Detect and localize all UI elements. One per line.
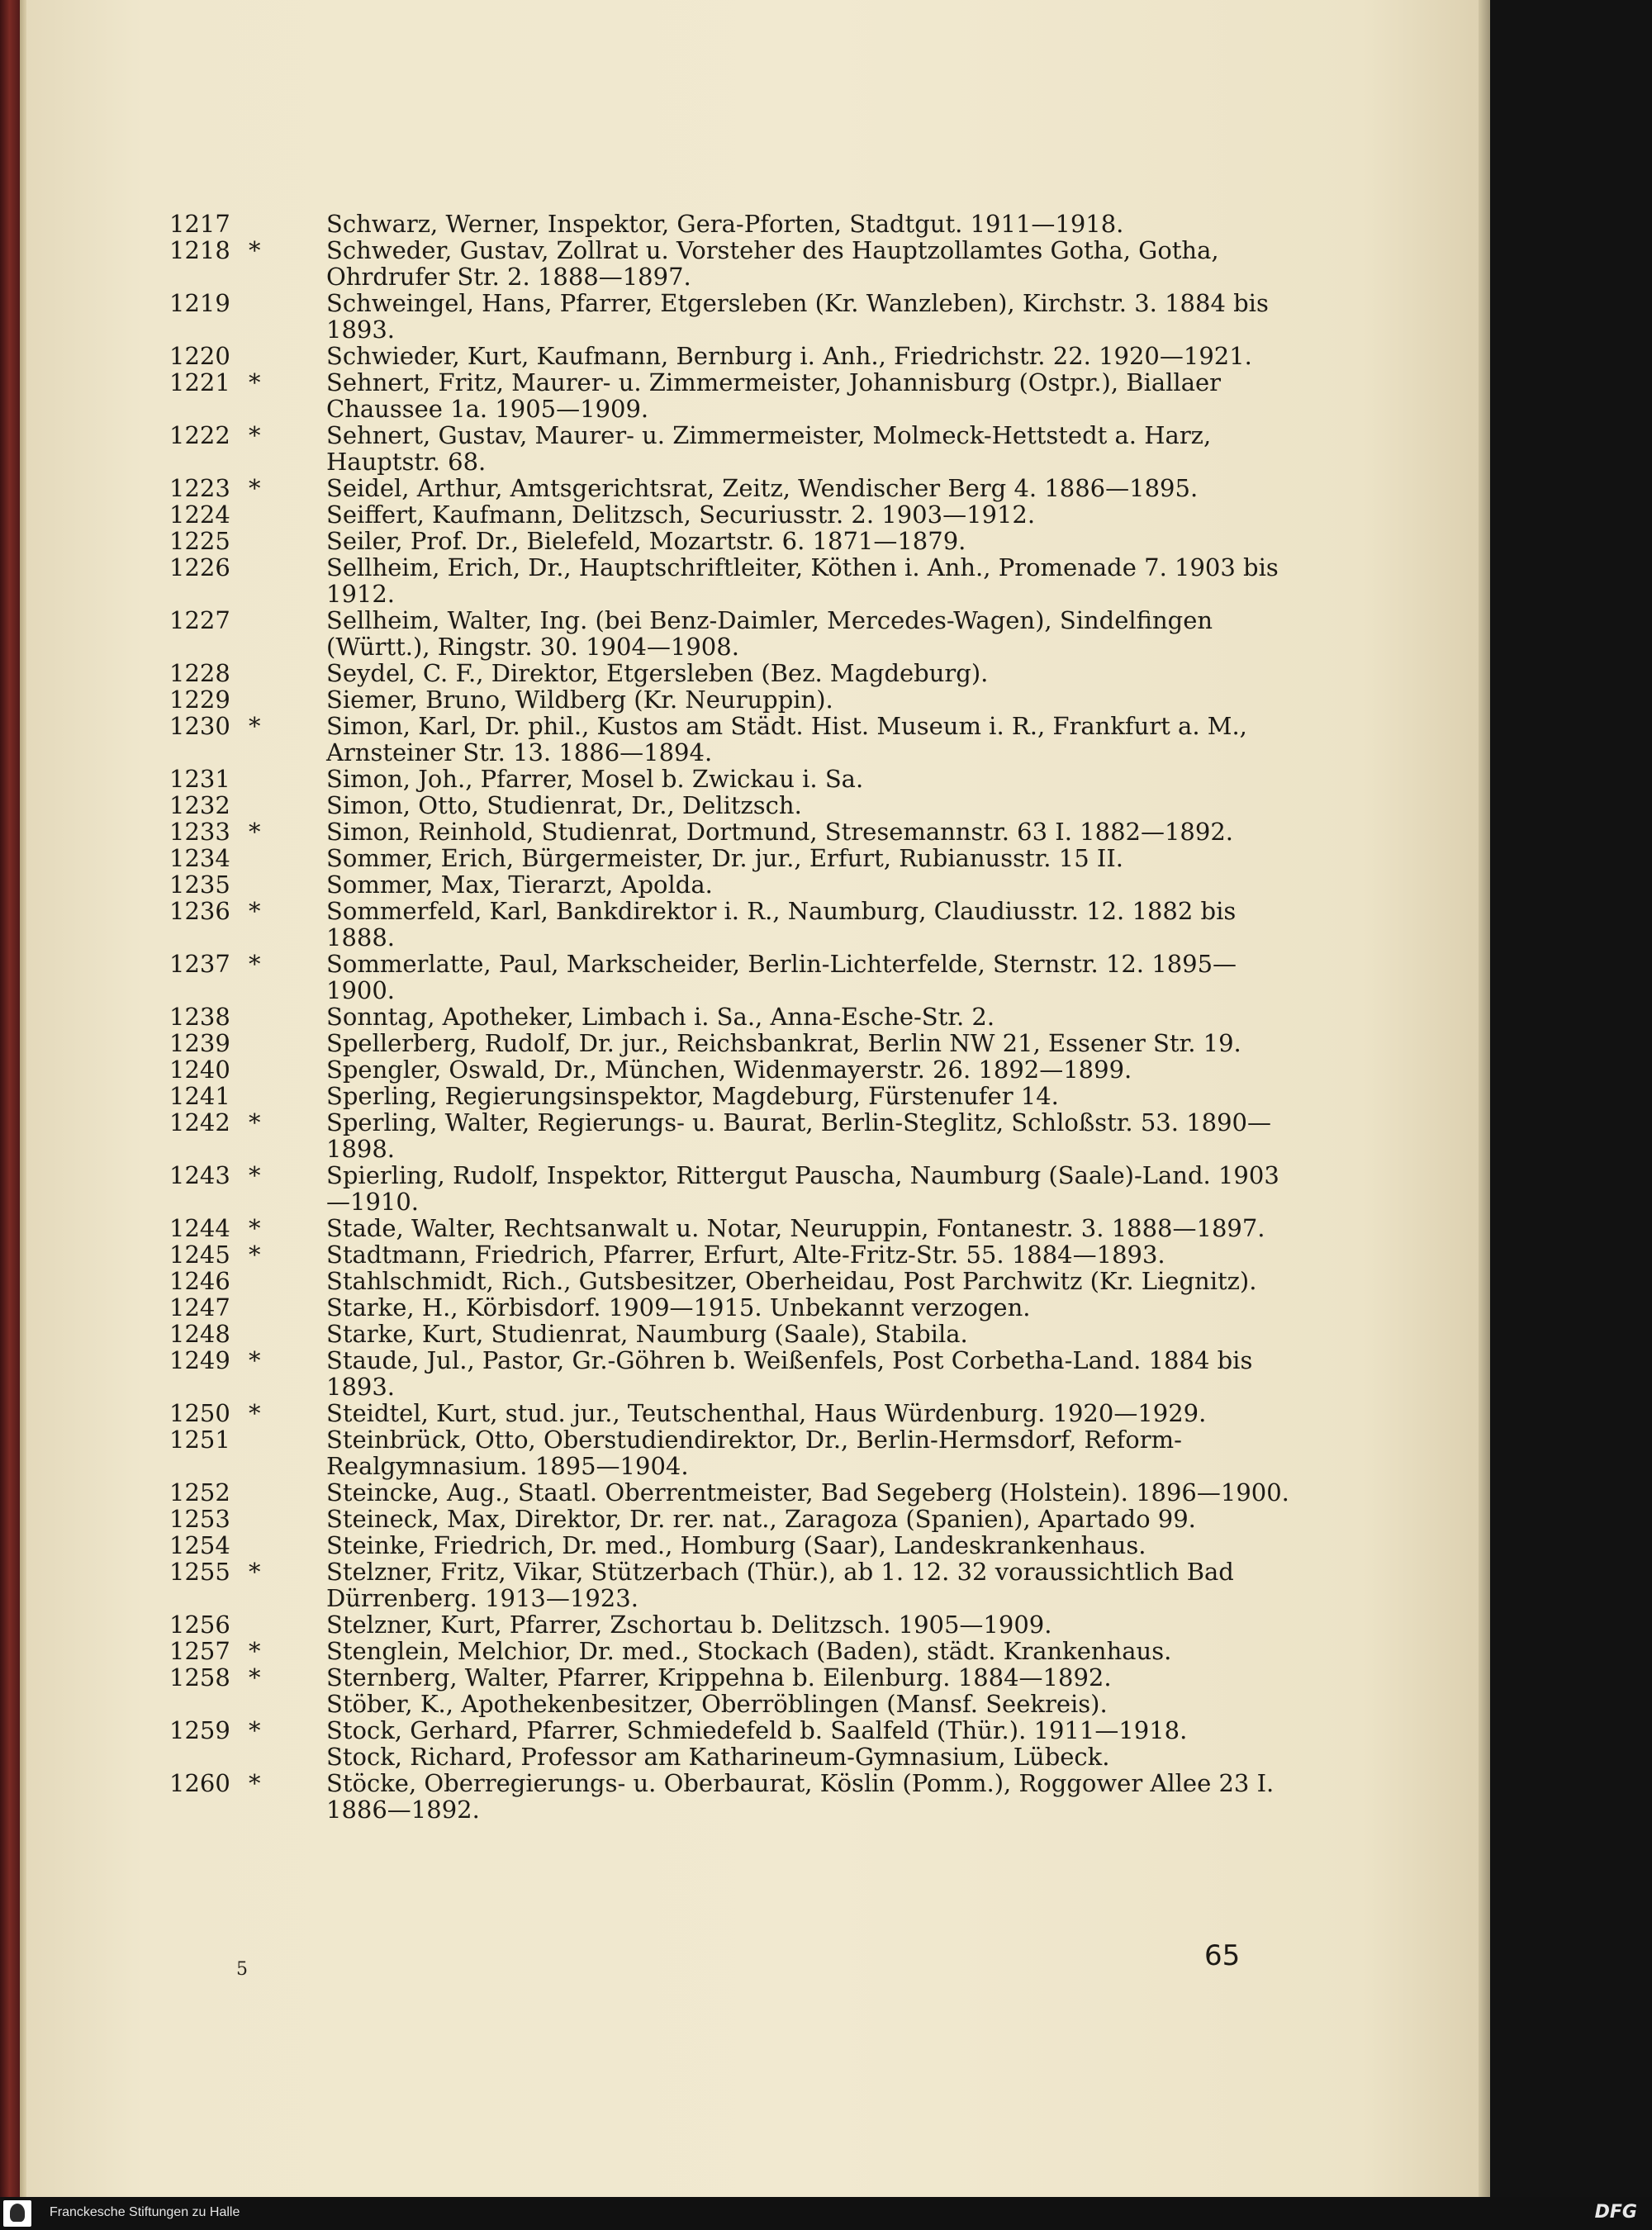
directory-entry <box>169 1691 1293 1717</box>
directory-entry <box>169 951 1293 1004</box>
directory-entry <box>169 1004 1293 1030</box>
entry-marker: * <box>249 1399 261 1427</box>
entry-text: Schwarz, Werner, Inspektor, Gera-Pforten, Stadtgut. 1911—1918. <box>326 210 1124 238</box>
entry-number: 1252 <box>169 1478 230 1506</box>
entry-text: Simon, Otto, Studienrat, Dr., Delitzsch. <box>326 791 802 819</box>
entry-marker: * <box>249 897 261 925</box>
entry-marker: * <box>249 421 261 449</box>
entry-text: Simon, Joh., Pfarrer, Mosel b. Zwickau i. Sa. <box>326 765 864 793</box>
entry-number: 1230 <box>169 712 230 740</box>
entry-number: 1235 <box>169 871 230 899</box>
directory-entry <box>169 1294 1293 1321</box>
entry-number: 1259 <box>169 1716 230 1744</box>
entry-text: Stahlschmidt, Rich., Gutsbesitzer, Oberheidau, Post Parchwitz (Kr. Liegnitz). <box>326 1267 1257 1295</box>
entry-text: Spierling, Rudolf, Inspektor, Rittergut Pauscha, Naumburg (Saale)-Land. 1903—1910. <box>326 1161 1279 1216</box>
entry-number: 1228 <box>169 659 230 687</box>
book-spine-binding <box>0 0 21 2197</box>
entry-text: Stade, Walter, Rechtsanwalt u. Notar, Neuruppin, Fontanestr. 3. 1888—1897. <box>326 1214 1265 1242</box>
entry-text: Steinbrück, Otto, Oberstudiendirektor, Dr., Berlin-Hermsdorf, Reform-Realgymnasium. 1895—1904. <box>326 1426 1182 1480</box>
entry-text: Steineck, Max, Direktor, Dr. rer. nat., Zaragoza (Spanien), Apartado 99. <box>326 1505 1196 1533</box>
entry-text: Schweingel, Hans, Pfarrer, Etgersleben (Kr. Wanzleben), Kirchstr. 3. 1884 bis 1893. <box>326 289 1269 344</box>
entry-number: 1238 <box>169 1003 230 1031</box>
directory-entry <box>169 501 1293 528</box>
directory-entry <box>169 1030 1293 1056</box>
entry-number: 1220 <box>169 342 230 370</box>
entry-text: Sommerlatte, Paul, Markscheider, Berlin-Lichterfelde, Sternstr. 12. 1895—1900. <box>326 950 1237 1004</box>
entry-text: Stadtmann, Friedrich, Pfarrer, Erfurt, Alte-Fritz-Str. 55. 1884—1893. <box>326 1241 1165 1269</box>
entry-number: 1229 <box>169 686 230 714</box>
directory-entry <box>169 422 1293 475</box>
entry-text: Sellheim, Walter, Ing. (bei Benz-Daimler, Mercedes-Wagen), Sindelfingen (Württ.), Ringstr. 30. 1904—1908. <box>326 606 1213 661</box>
entry-text: Seiler, Prof. Dr., Bielefeld, Mozartstr. 6. 1871—1879. <box>326 527 966 555</box>
directory-entry <box>169 845 1293 871</box>
directory-entry <box>169 1056 1293 1083</box>
entry-marker: * <box>249 368 261 396</box>
entry-text: Siemer, Bruno, Wildberg (Kr. Neuruppin). <box>326 686 833 714</box>
entry-number: 1233 <box>169 818 230 846</box>
directory-entry <box>169 660 1293 686</box>
entry-number: 1241 <box>169 1082 230 1110</box>
entry-number: 1253 <box>169 1505 230 1533</box>
institution-link[interactable]: Franckesche Stiftungen zu Halle <box>50 2205 240 2219</box>
viewer-footer-bar <box>0 2197 1652 2230</box>
entry-number: 1254 <box>169 1531 230 1559</box>
entry-text: Sommer, Max, Tierarzt, Apolda. <box>326 871 713 899</box>
entry-number: 1246 <box>169 1267 230 1295</box>
entry-number: 1236 <box>169 897 230 925</box>
directory-entry <box>169 1559 1293 1611</box>
entry-number: 1222 <box>169 421 230 449</box>
entry-text: Stenglein, Melchior, Dr. med., Stockach (Baden), städt. Krankenhaus. <box>326 1637 1172 1665</box>
entry-number: 1251 <box>169 1426 230 1454</box>
directory-entry <box>169 1638 1293 1664</box>
entry-number: 1257 <box>169 1637 230 1665</box>
directory-entry <box>169 1770 1293 1823</box>
entry-marker: * <box>249 1716 261 1744</box>
directory-entry <box>169 871 1293 898</box>
directory-entry <box>169 713 1293 766</box>
directory-entry <box>169 554 1293 607</box>
entry-text: Sonntag, Apotheker, Limbach i. Sa., Anna-Esche-Str. 2. <box>326 1003 995 1031</box>
entry-number: 1250 <box>169 1399 230 1427</box>
entry-number: 1217 <box>169 210 230 238</box>
entry-number: 1225 <box>169 527 230 555</box>
entry-number: 1249 <box>169 1346 230 1374</box>
entry-text: Sommer, Erich, Bürgermeister, Dr. jur., Erfurt, Rubianusstr. 15 II. <box>326 844 1123 872</box>
directory-entry <box>169 1109 1293 1162</box>
sheet-signature: 5 <box>236 1959 248 1980</box>
directory-entry <box>169 1611 1293 1638</box>
entry-number: 1218 <box>169 236 230 264</box>
directory-entry <box>169 369 1293 422</box>
entry-text: Spellerberg, Rudolf, Dr. jur., Reichsbankrat, Berlin NW 21, Essener Str. 19. <box>326 1029 1241 1057</box>
entry-text: Sehnert, Fritz, Maurer- u. Zimmermeister, Johannisburg (Ostpr.), Biallaer Chaussee 1a. 1905—1909. <box>326 368 1222 423</box>
entry-number: 1248 <box>169 1320 230 1348</box>
directory-entry <box>169 343 1293 369</box>
entry-text: Stöber, K., Apothekenbesitzer, Oberröblingen (Mansf. Seekreis). <box>326 1690 1108 1718</box>
entry-text: Starke, H., Körbisdorf. 1909—1915. Unbekannt verzogen. <box>326 1293 1031 1321</box>
entry-text: Seiffert, Kaufmann, Delitzsch, Securiusstr. 2. 1903—1912. <box>326 501 1036 529</box>
entry-text: Sternberg, Walter, Pfarrer, Krippehna b. Eilenburg. 1884—1892. <box>326 1663 1112 1691</box>
directory-entry <box>169 792 1293 818</box>
entry-marker: * <box>249 1558 261 1586</box>
entry-marker: * <box>249 1214 261 1242</box>
directory-entry <box>169 1400 1293 1426</box>
entry-marker: * <box>249 1663 261 1691</box>
directory-entry <box>169 818 1293 845</box>
entry-text: Seydel, C. F., Direktor, Etgersleben (Bez. Magdeburg). <box>326 659 989 687</box>
directory-entry <box>169 1506 1293 1532</box>
entry-text: Steidtel, Kurt, stud. jur., Teutschenthal, Haus Würdenburg. 1920—1929. <box>326 1399 1207 1427</box>
entry-number: 1258 <box>169 1663 230 1691</box>
directory-entry <box>169 1215 1293 1241</box>
entry-text: Seidel, Arthur, Amtsgerichtsrat, Zeitz, Wendischer Berg 4. 1886—1895. <box>326 474 1199 502</box>
entry-number: 1240 <box>169 1056 230 1084</box>
entry-marker: * <box>249 1346 261 1374</box>
directory-entry <box>169 1664 1293 1691</box>
entry-text: Starke, Kurt, Studienrat, Naumburg (Saale), Stabila. <box>326 1320 968 1348</box>
entry-marker: * <box>249 1769 261 1797</box>
directory-entry <box>169 1717 1293 1744</box>
entry-number: 1260 <box>169 1769 230 1797</box>
directory-entry <box>169 607 1293 660</box>
entry-text: Sehnert, Gustav, Maurer- u. Zimmermeister, Molmeck-Hettstedt a. Harz, Hauptstr. 68. <box>326 421 1212 476</box>
entry-text: Spengler, Oswald, Dr., München, Widenmayerstr. 26. 1892—1899. <box>326 1056 1132 1084</box>
entry-marker: * <box>249 236 261 264</box>
entry-number: 1245 <box>169 1241 230 1269</box>
directory-entry <box>169 1744 1293 1770</box>
entry-number: 1223 <box>169 474 230 502</box>
entry-number: 1232 <box>169 791 230 819</box>
directory-entry <box>169 1162 1293 1215</box>
directory-entry <box>169 290 1293 343</box>
entry-marker: * <box>249 712 261 740</box>
entry-number: 1247 <box>169 1293 230 1321</box>
entry-text: Sperling, Regierungsinspektor, Magdeburg, Fürstenufer 14. <box>326 1082 1059 1110</box>
member-directory-list <box>169 211 1293 1823</box>
entry-number: 1224 <box>169 501 230 529</box>
directory-entry <box>169 1347 1293 1400</box>
page-number: 65 <box>1204 1939 1241 1972</box>
entry-marker: * <box>249 1108 261 1136</box>
directory-entry <box>169 686 1293 713</box>
directory-entry <box>169 1241 1293 1268</box>
directory-entry <box>169 475 1293 501</box>
directory-entry <box>169 528 1293 554</box>
entry-number: 1244 <box>169 1214 230 1242</box>
entry-text: Sommerfeld, Karl, Bankdirektor i. R., Naumburg, Claudiusstr. 12. 1882 bis 1888. <box>326 897 1237 951</box>
entry-number: 1239 <box>169 1029 230 1057</box>
entry-text: Stelzner, Fritz, Vikar, Stützerbach (Thür.), ab 1. 12. 32 voraussichtlich Bad Dürrenberg. 1913—1923. <box>326 1558 1234 1612</box>
entry-marker: * <box>249 1161 261 1189</box>
directory-entry <box>169 1083 1293 1109</box>
entry-text: Steincke, Aug., Staatl. Oberrentmeister, Bad Segeberg (Holstein). 1896—1900. <box>326 1478 1289 1506</box>
directory-entry <box>169 211 1293 237</box>
entry-number: 1221 <box>169 368 230 396</box>
entry-text: Schwieder, Kurt, Kaufmann, Bernburg i. Anh., Friedrichstr. 22. 1920—1921. <box>326 342 1252 370</box>
entry-number: 1234 <box>169 844 230 872</box>
entry-text: Stock, Richard, Professor am Katharineum-Gymnasium, Lübeck. <box>326 1743 1110 1771</box>
directory-entry <box>169 1426 1293 1479</box>
dfg-logo-icon[interactable]: DFG <box>1594 2202 1637 2223</box>
entry-number: 1242 <box>169 1108 230 1136</box>
entry-number: 1226 <box>169 553 230 581</box>
francke-foundation-logo-icon[interactable] <box>3 2200 31 2227</box>
entry-text: Stock, Gerhard, Pfarrer, Schmiedefeld b. Saalfeld (Thür.). 1911—1918. <box>326 1716 1188 1744</box>
entry-marker: * <box>249 950 261 978</box>
entry-marker: * <box>249 474 261 502</box>
directory-entry <box>169 237 1293 290</box>
entry-number: 1227 <box>169 606 230 634</box>
entry-text: Simon, Karl, Dr. phil., Kustos am Städt. Hist. Museum i. R., Frankfurt a. M., Arnsteiner Str. 13. 1886—1894. <box>326 712 1247 766</box>
scan-background <box>1490 0 1652 2197</box>
directory-entry <box>169 766 1293 792</box>
entry-text: Sellheim, Erich, Dr., Hauptschriftleiter, Köthen i. Anh., Promenade 7. 1903 bis 1912. <box>326 553 1279 608</box>
directory-entry <box>169 898 1293 951</box>
entry-marker: * <box>249 1637 261 1665</box>
outer-page-edge <box>1479 0 1490 2197</box>
entry-number: 1219 <box>169 289 230 317</box>
directory-entry <box>169 1479 1293 1506</box>
entry-text: Sperling, Walter, Regierungs- u. Baurat, Berlin-Steglitz, Schloßstr. 53. 1890—1898. <box>326 1108 1271 1163</box>
directory-entry <box>169 1532 1293 1559</box>
entry-marker: * <box>249 1241 261 1269</box>
entry-marker: * <box>249 818 261 846</box>
directory-entry <box>169 1321 1293 1347</box>
entry-number: 1231 <box>169 765 230 793</box>
entry-text: Stöcke, Oberregierungs- u. Oberbaurat, Köslin (Pomm.), Roggower Allee 23 I. 1886—1892. <box>326 1769 1275 1824</box>
entry-text: Staude, Jul., Pastor, Gr.-Göhren b. Weißenfels, Post Corbetha-Land. 1884 bis 1893. <box>326 1346 1253 1401</box>
entry-number: 1243 <box>169 1161 230 1189</box>
entry-number: 1237 <box>169 950 230 978</box>
entry-number: 1256 <box>169 1611 230 1639</box>
entry-text: Schweder, Gustav, Zollrat u. Vorsteher des Hauptzollamtes Gotha, Gotha, Ohrdrufer Str. 2. 1888—1897. <box>326 236 1219 291</box>
directory-entry <box>169 1268 1293 1294</box>
entry-text: Stelzner, Kurt, Pfarrer, Zschortau b. Delitzsch. 1905—1909. <box>326 1611 1052 1639</box>
entry-text: Steinke, Friedrich, Dr. med., Homburg (Saar), Landeskrankenhaus. <box>326 1531 1146 1559</box>
entry-number: 1255 <box>169 1558 230 1586</box>
entry-text: Simon, Reinhold, Studienrat, Dortmund, Stresemannstr. 63 I. 1882—1892. <box>326 818 1233 846</box>
